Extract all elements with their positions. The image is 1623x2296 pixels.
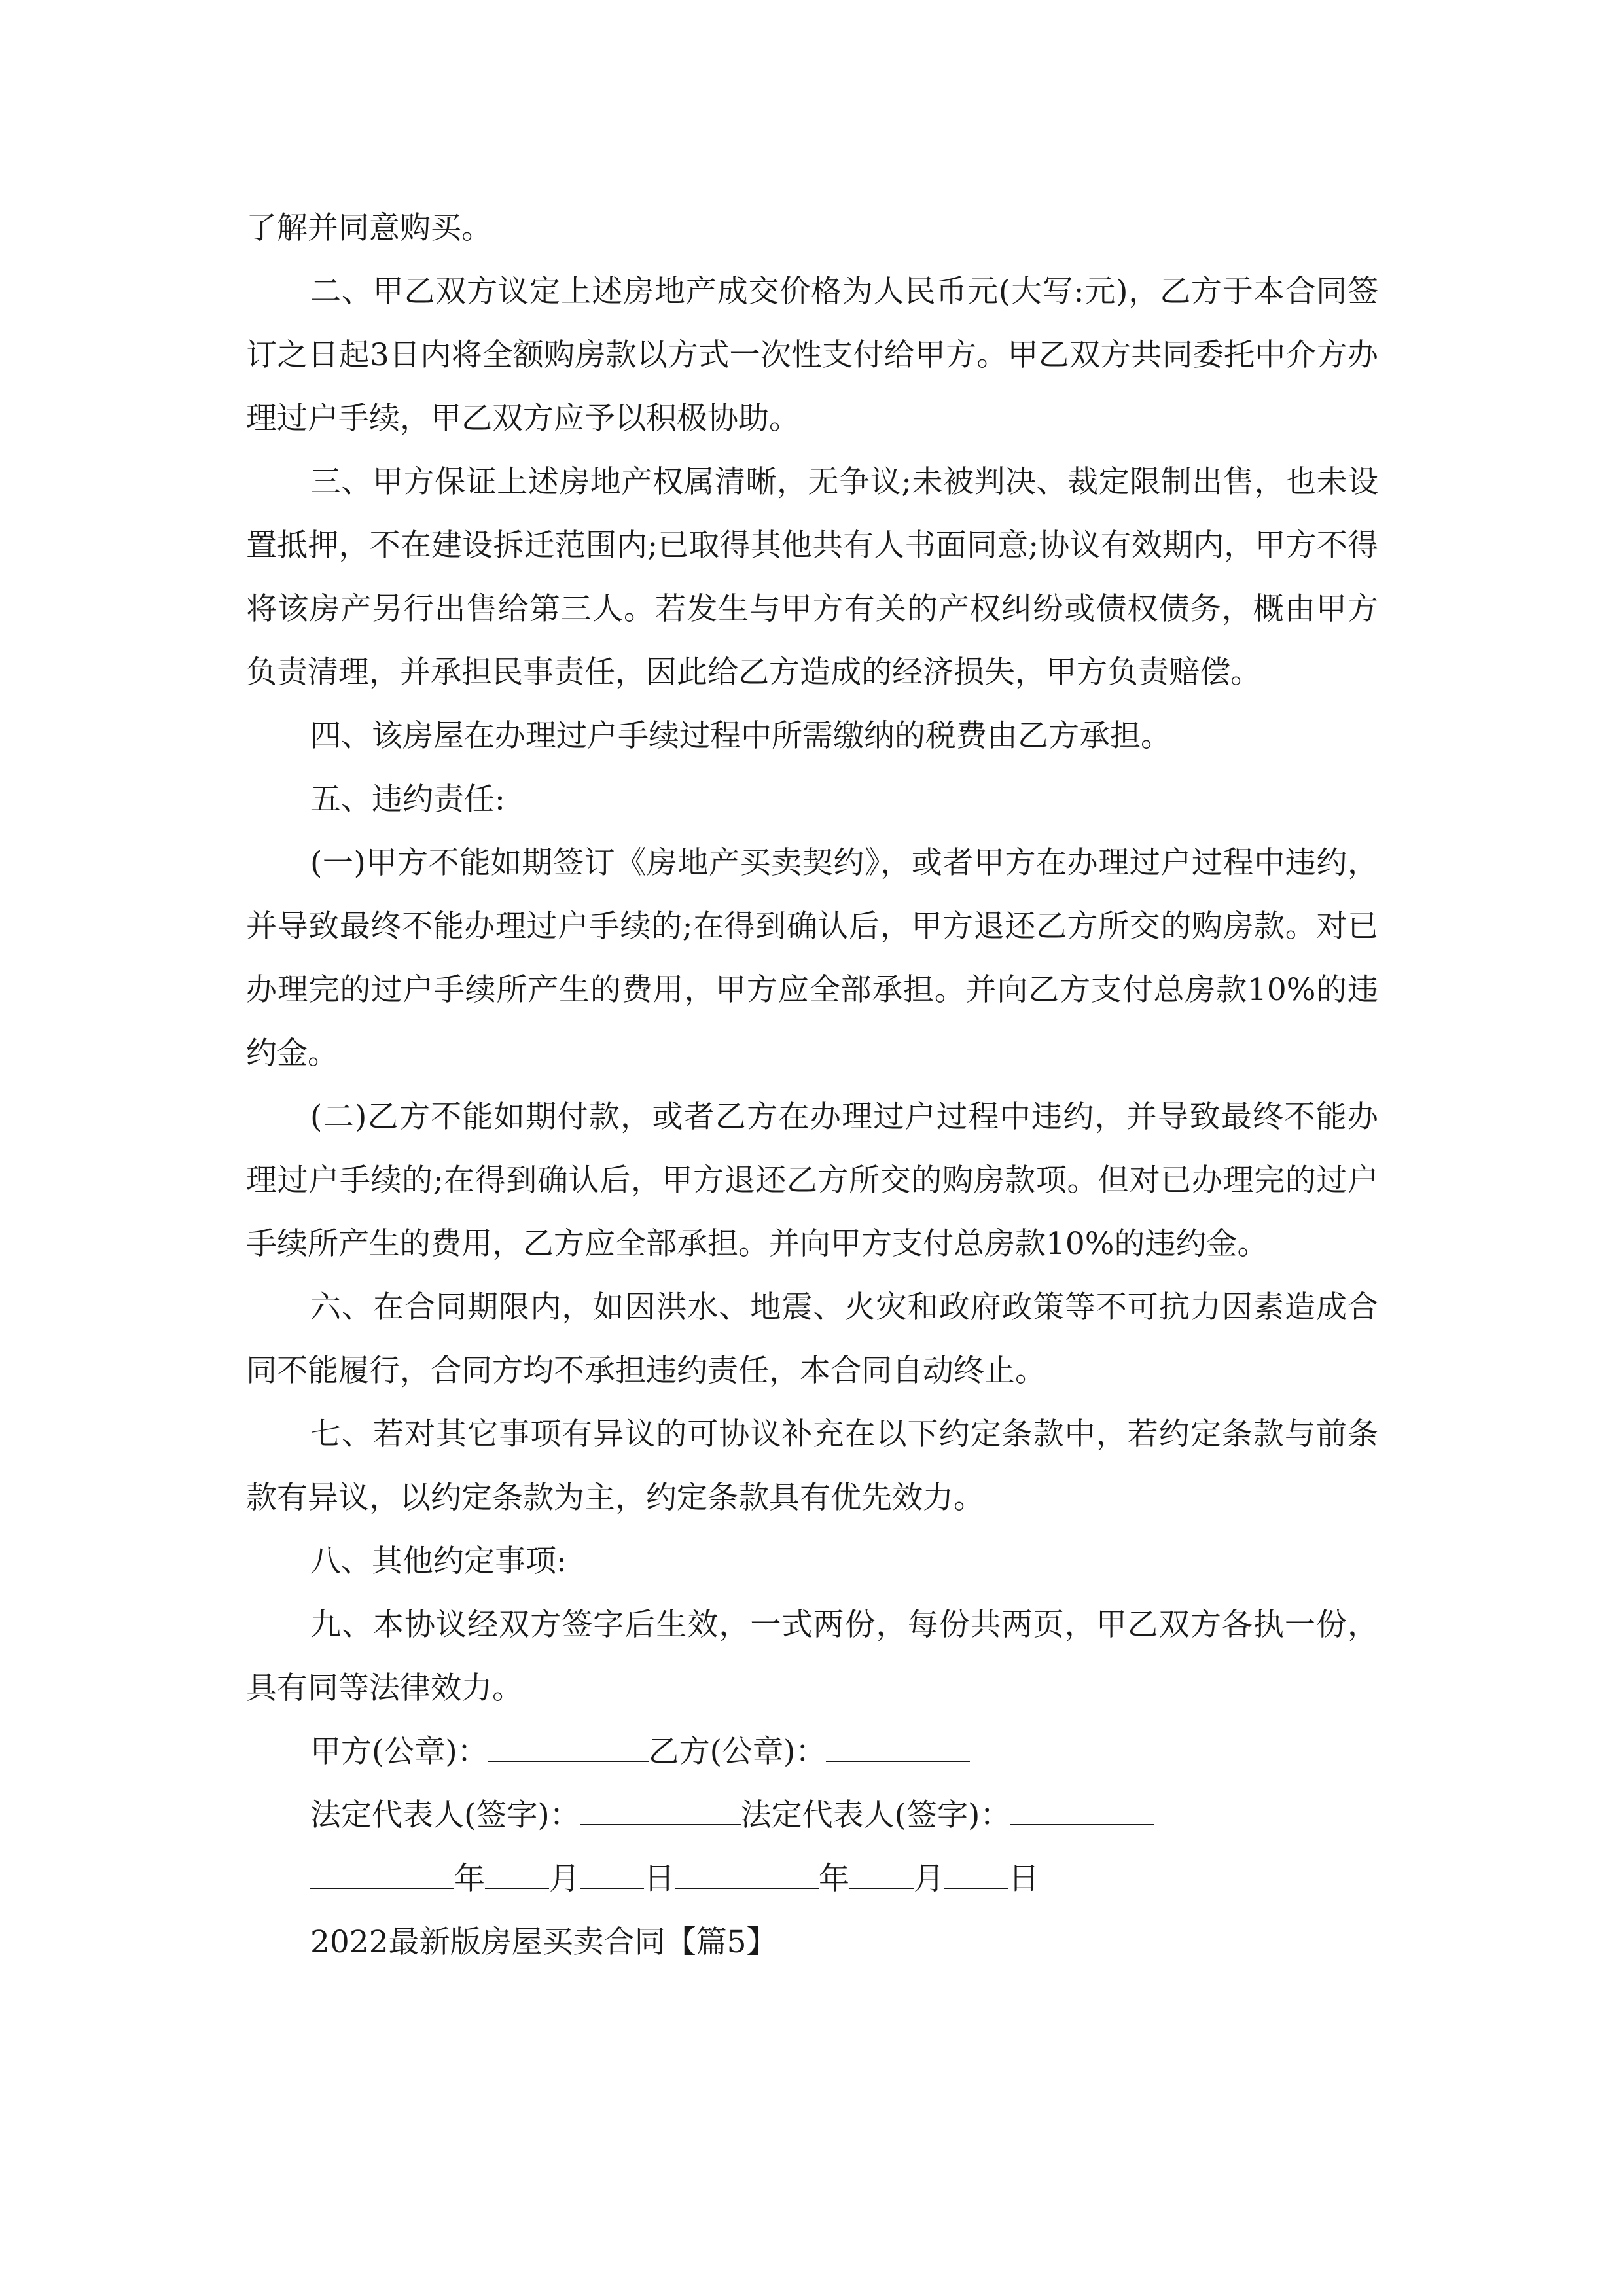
rep-a-blank[interactable]: [580, 1798, 741, 1825]
date-b-month-blank[interactable]: [849, 1861, 914, 1889]
date-a-day-blank[interactable]: [580, 1861, 644, 1889]
clause-4-taxes: 四、该房屋在办理过户手续过程中所需缴纳的税费由乙方承担。: [310, 718, 1171, 754]
party-b-seal-label: 乙方(公章)：: [648, 1734, 827, 1770]
party-a-seal-blank[interactable]: [488, 1734, 649, 1762]
signature-date-line: [246, 1847, 1378, 1910]
clause-8-other: 八、其他约定事项:: [310, 1543, 567, 1579]
date-b-year-label: 年: [819, 1861, 849, 1897]
date-a-year-blank[interactable]: [310, 1861, 454, 1889]
date-b-year-blank[interactable]: [675, 1861, 819, 1889]
rep-b-label: 法定代表人(签字)：: [740, 1797, 1011, 1833]
date-b-month-label: 月: [914, 1861, 944, 1897]
party-a-seal-label: 甲方(公章)：: [310, 1734, 488, 1770]
party-b-seal-blank[interactable]: [826, 1734, 970, 1762]
clause-7-supplementary: 七、若对其它事项有异议的可协议补充在以下约定条款中，若约定条款与前条款有异议，以约定条款为主，约定条款具有优先效力。: [246, 1416, 1378, 1516]
date-a-year-label: 年: [454, 1861, 485, 1897]
document-page: [246, 196, 1378, 1974]
rep-a-label: 法定代表人(签字)：: [310, 1797, 580, 1833]
clause-3-seller-guarantee: 三、甲方保证上述房地产权属清晰，无争议;未被判决、裁定限制出售，也未设置抵押，不在建设拆迁范围内;已取得其他共有人书面同意;协议有效期内，甲方不得将该房产另行出售给第三人。若发生与甲方有关的产权纠纷或债权债务，概由甲方负责清理，并承担民事责任，因此给乙方造成的经济损失，甲方负责赔偿。: [246, 464, 1378, 691]
paragraph-continuation: 了解并同意购买。: [246, 210, 492, 246]
signature-rep-line: [246, 1784, 1378, 1847]
clause-5-heading: 五、违约责任:: [310, 781, 505, 817]
clause-2-price-payment: 二、甲乙双方议定上述房地产成交价格为人民币元(大写:元)，乙方于本合同签订之日起3日内将全额购房款以方式一次性支付给甲方。甲乙双方共同委托中介方办理过户手续，甲乙双方应予以积极协助。: [246, 274, 1378, 437]
clause-6-force-majeure: 六、在合同期限内，如因洪水、地震、火灾和政府政策等不可抗力因素造成合同不能履行，合同方均不承担违约责任，本合同自动终止。: [246, 1289, 1378, 1389]
date-a-month-blank[interactable]: [485, 1861, 549, 1889]
clause-9-effectiveness: 九、本协议经双方签字后生效，一式两份，每份共两页，甲乙双方各执一份，具有同等法律效力。: [246, 1607, 1378, 1706]
next-section-heading: 2022最新版房屋买卖合同【篇5】: [310, 1924, 777, 1960]
date-a-month-label: 月: [549, 1861, 580, 1897]
rep-b-blank[interactable]: [1010, 1798, 1154, 1825]
date-a-day-label: 日: [644, 1861, 675, 1897]
clause-5-1-seller-breach: (一)甲方不能如期签订《房地产买卖契约》，或者甲方在办理过户过程中违约，并导致最终不能办理过户手续的;在得到确认后，甲方退还乙方所交的购房款。对已办理完的过户手续所产生的费用，甲方应全部承担。并向乙方支付总房款10%的违约金。: [246, 845, 1378, 1071]
date-b-day-label: 日: [1008, 1861, 1039, 1897]
clause-5-2-buyer-breach: (二)乙方不能如期付款，或者乙方在办理过户过程中违约，并导致最终不能办理过户手续的;在得到确认后，甲方退还乙方所交的购房款项。但对已办理完的过户手续所产生的费用，乙方应全部承担。并向甲方支付总房款10%的违约金。: [246, 1099, 1378, 1262]
signature-seal-line: [246, 1720, 1378, 1784]
date-b-day-blank[interactable]: [944, 1861, 1008, 1889]
